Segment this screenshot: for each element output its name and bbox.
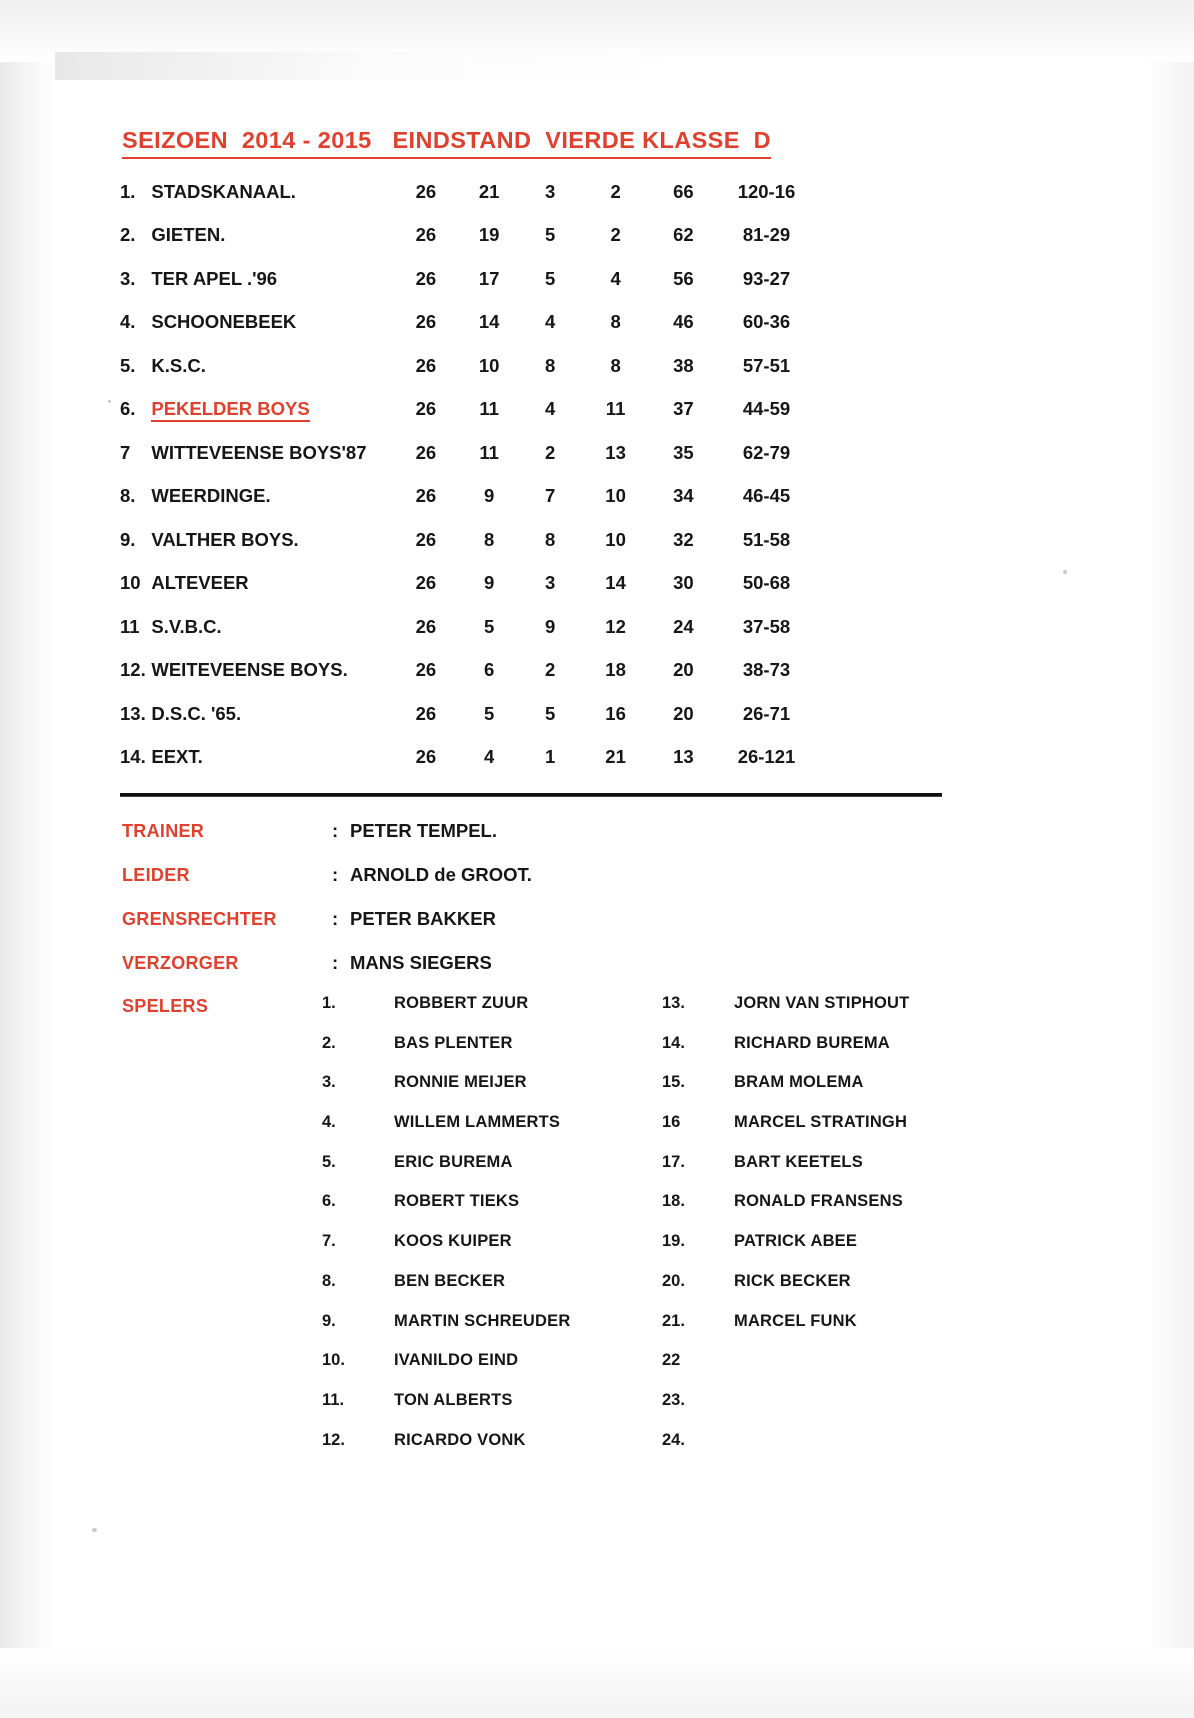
table-row (118, 605, 818, 649)
player-number: 6. (322, 1192, 336, 1211)
list-item (322, 1113, 1082, 1153)
staff-colon: : (332, 952, 339, 973)
list-item (322, 1192, 1082, 1232)
cell-goals: 81-29 (742, 224, 791, 246)
cell-drawn: 8 (544, 528, 556, 550)
staff-colon: : (332, 820, 339, 841)
cell-drawn: 2 (544, 441, 556, 463)
player-name: IVANILDO EIND (394, 1351, 519, 1370)
player-entry-left (322, 1272, 662, 1291)
player-number: 14. (662, 1033, 685, 1052)
list-item (322, 1073, 1082, 1113)
cell-drawn: 5 (544, 267, 556, 289)
player-name: RONNIE MEIJER (394, 1073, 527, 1092)
cell-team (151, 562, 394, 606)
staff-label: VERZORGER (122, 953, 239, 973)
player-number: 7. (322, 1232, 336, 1251)
cell-position: 5. (120, 354, 136, 376)
cell-lost: 8 (610, 354, 621, 376)
cell-played: 26 (415, 311, 437, 333)
cell-played: 26 (415, 572, 437, 594)
team-name: D.S.C. '65. (151, 702, 242, 724)
cell-drawn: 3 (544, 180, 556, 202)
cell-played: 26 (415, 615, 437, 637)
team-name: WEITEVEENSE BOYS. (151, 659, 348, 681)
cell-won: 9 (484, 485, 495, 507)
cell-team (151, 692, 394, 736)
team-name: GIETEN. (151, 224, 226, 246)
staff-colon: : (332, 864, 339, 885)
cell-lost: 16 (605, 702, 626, 724)
table-row (118, 170, 818, 214)
cell-won: 21 (478, 180, 500, 202)
player-name: RICK BECKER (734, 1271, 851, 1290)
staff-value: PETER BAKKER (350, 908, 496, 929)
player-name: TON ALBERTS (394, 1390, 513, 1409)
player-name: BEN BECKER (394, 1271, 506, 1290)
cell-lost: 12 (605, 615, 626, 637)
cell-team (151, 344, 394, 388)
player-number: 20. (662, 1271, 685, 1290)
cell-lost: 10 (605, 485, 626, 507)
player-entry-right (662, 1272, 1002, 1291)
cell-won: 11 (479, 398, 499, 420)
players-section-label: SPELERS (122, 996, 209, 1016)
cell-drawn: 5 (544, 224, 556, 246)
player-entry-right (662, 1034, 1002, 1053)
player-entry-right (662, 1192, 1002, 1211)
table-row (118, 475, 818, 519)
cell-played: 26 (415, 746, 437, 768)
cell-played: 26 (415, 180, 437, 202)
cell-lost: 10 (605, 528, 626, 550)
cell-lost: 8 (610, 311, 621, 333)
team-name: VALTHER BOYS. (151, 528, 299, 550)
cell-drawn: 5 (544, 702, 556, 724)
cell-played: 26 (415, 702, 437, 724)
player-number: 21. (662, 1311, 685, 1330)
cell-team (151, 257, 394, 301)
team-name: WITTEVEENSE BOYS'87 (151, 441, 367, 463)
cell-won: 10 (478, 354, 500, 376)
cell-points: 56 (673, 267, 694, 289)
cell-drawn: 2 (544, 659, 556, 681)
player-name: PATRICK ABEE (734, 1232, 858, 1251)
player-name: ERIC BUREMA (394, 1152, 513, 1171)
cell-played: 26 (415, 224, 437, 246)
staff-colon: : (332, 908, 339, 929)
player-number: 10. (322, 1351, 345, 1370)
cell-points: 46 (673, 311, 694, 333)
table-row (118, 214, 818, 258)
team-name: ALTEVEER (151, 572, 249, 594)
cell-points: 32 (673, 528, 694, 550)
player-name: RONALD FRANSENS (734, 1192, 903, 1211)
cell-team (151, 475, 394, 519)
team-name: PEKELDER BOYS (151, 398, 309, 422)
cell-lost: 14 (605, 572, 626, 594)
player-number: 13. (662, 994, 685, 1012)
cell-position: 7 (120, 441, 131, 463)
cell-goals: 51-58 (742, 528, 791, 550)
cell-position: 3. (120, 267, 136, 289)
staff-section (122, 820, 822, 996)
cell-team (151, 518, 394, 562)
player-number: 12. (322, 1430, 345, 1449)
cell-team (151, 214, 394, 258)
cell-goals: 44-59 (742, 398, 791, 420)
player-number: 22 (662, 1351, 681, 1370)
cell-points: 35 (673, 441, 694, 463)
table-row (118, 736, 818, 780)
cell-position: 8. (120, 485, 136, 507)
cell-position: 1. (120, 180, 136, 202)
player-number: 19. (662, 1232, 685, 1251)
cell-lost: 18 (605, 659, 626, 681)
player-entry-left (322, 1391, 662, 1410)
table-row (118, 344, 818, 388)
player-name: ROBBERT ZUUR (394, 994, 529, 1012)
section-divider (120, 793, 942, 797)
cell-position: 6. (120, 398, 136, 420)
table-row (118, 301, 818, 345)
staff-value: ARNOLD de GROOT. (350, 864, 532, 885)
cell-goals: 60-36 (742, 311, 791, 333)
list-item (322, 1431, 1082, 1471)
cell-won: 5 (484, 702, 495, 724)
cell-drawn: 1 (544, 746, 556, 768)
cell-points: 30 (673, 572, 694, 594)
staff-label: TRAINER (122, 821, 205, 841)
player-entry-right (662, 1431, 1002, 1450)
player-name: MARCEL FUNK (734, 1311, 857, 1330)
cell-points: 34 (673, 485, 694, 507)
player-name: JORN VAN STIPHOUT (734, 994, 910, 1012)
player-entry-left (322, 1192, 662, 1211)
cell-lost: 11 (605, 398, 626, 420)
player-entry-right (662, 1153, 1002, 1172)
cell-goals: 120-16 (737, 180, 796, 202)
player-number: 2. (322, 1033, 336, 1052)
cell-team (151, 736, 394, 780)
cell-position: 14. (120, 746, 146, 768)
cell-position: 4. (120, 311, 136, 333)
staff-row (122, 820, 822, 864)
players-list (322, 994, 1082, 1470)
staff-value: PETER TEMPEL. (350, 820, 497, 841)
player-number: 4. (322, 1113, 336, 1132)
cell-won: 11 (479, 441, 499, 463)
player-name: BAS PLENTER (394, 1033, 513, 1052)
cell-won: 5 (484, 615, 495, 637)
team-name: WEERDINGE. (151, 485, 271, 507)
cell-team (151, 301, 394, 345)
cell-goals: 93-27 (742, 267, 791, 289)
list-item (322, 1272, 1082, 1312)
cell-won: 8 (484, 528, 495, 550)
cell-team (151, 388, 394, 432)
table-row (118, 431, 818, 475)
player-number: 17. (662, 1152, 685, 1171)
player-number: 8. (322, 1271, 336, 1290)
player-entry-right (662, 1312, 1002, 1331)
cell-points: 66 (673, 180, 694, 202)
player-number: 18. (662, 1192, 685, 1211)
team-name: S.V.B.C. (151, 615, 222, 637)
staff-row (122, 864, 822, 908)
player-entry-right (662, 1232, 1002, 1251)
player-entry-right (662, 1351, 1002, 1370)
player-entry-left (322, 1351, 662, 1370)
player-name: WILLEM LAMMERTS (394, 1113, 561, 1132)
player-name: KOOS KUIPER (394, 1232, 512, 1251)
list-item (322, 1351, 1082, 1391)
staff-row (122, 908, 822, 952)
cell-goals: 50-68 (742, 572, 791, 594)
player-name: BART KEETELS (734, 1152, 863, 1171)
cell-lost: 4 (610, 267, 621, 289)
cell-goals: 46-45 (742, 485, 791, 507)
cell-position: 12. (120, 659, 146, 681)
staff-label: GRENSRECHTER (122, 909, 277, 929)
cell-points: 24 (673, 615, 694, 637)
list-item (322, 1232, 1082, 1272)
team-name: EEXT. (151, 746, 203, 768)
cell-played: 26 (415, 354, 437, 376)
cell-won: 14 (478, 311, 500, 333)
cell-lost: 2 (610, 224, 621, 246)
standings-table-body (118, 170, 818, 779)
team-name: SCHOONEBEEK (151, 311, 297, 333)
table-row (118, 692, 818, 736)
cell-played: 26 (415, 441, 437, 463)
player-entry-left (322, 1312, 662, 1331)
player-number: 5. (322, 1152, 336, 1171)
player-number: 24. (662, 1430, 685, 1449)
player-number: 23. (662, 1390, 685, 1409)
list-item (322, 1312, 1082, 1352)
cell-drawn: 3 (544, 572, 556, 594)
player-entry-right (662, 1391, 1002, 1410)
page-title: SEIZOEN 2014 - 2015 EINDSTAND VIERDE KLASSE D (122, 128, 771, 159)
cell-played: 26 (415, 267, 437, 289)
cell-played: 26 (415, 659, 437, 681)
cell-goals: 26-121 (737, 746, 796, 768)
cell-team (151, 649, 394, 693)
table-row (118, 388, 818, 432)
list-item (322, 1034, 1082, 1074)
team-name: K.S.C. (151, 354, 206, 376)
cell-drawn: 4 (544, 311, 556, 333)
cell-won: 19 (478, 224, 500, 246)
cell-drawn: 9 (544, 615, 556, 637)
cell-goals: 57-51 (742, 354, 791, 376)
staff-label: LEIDER (122, 865, 190, 885)
cell-position: 10 (120, 572, 141, 594)
cell-team (151, 170, 394, 214)
player-name: MARCEL STRATINGH (734, 1113, 908, 1132)
list-item (322, 994, 1082, 1034)
player-name: BRAM MOLEMA (734, 1073, 864, 1092)
player-entry-left (322, 1232, 662, 1251)
player-entry-left (322, 1113, 662, 1132)
player-entry-left (322, 994, 662, 1013)
team-name: TER APEL .'96 (151, 267, 278, 289)
cell-points: 20 (673, 659, 694, 681)
player-name: RICHARD BUREMA (734, 1033, 890, 1052)
cell-position: 9. (120, 528, 136, 550)
player-number: 3. (322, 1073, 336, 1092)
cell-team (151, 605, 394, 649)
cell-played: 26 (415, 398, 437, 420)
player-number: 15. (662, 1073, 685, 1092)
cell-drawn: 7 (544, 485, 556, 507)
list-item (322, 1153, 1082, 1193)
cell-drawn: 4 (544, 398, 556, 420)
player-number: 1. (322, 994, 336, 1012)
cell-lost: 21 (605, 746, 626, 768)
player-entry-right (662, 1113, 1002, 1132)
cell-goals: 37-58 (742, 615, 791, 637)
player-entry-left (322, 1431, 662, 1450)
cell-position: 11 (120, 615, 140, 637)
cell-won: 6 (484, 659, 495, 681)
player-entry-left (322, 1153, 662, 1172)
player-entry-left (322, 1034, 662, 1053)
cell-points: 13 (673, 746, 694, 768)
cell-goals: 38-73 (742, 659, 791, 681)
cell-goals: 26-71 (742, 702, 791, 724)
cell-points: 38 (673, 354, 694, 376)
table-row (118, 257, 818, 301)
cell-position: 13. (120, 702, 146, 724)
cell-lost: 2 (610, 180, 621, 202)
cell-points: 62 (673, 224, 694, 246)
cell-points: 37 (673, 398, 694, 420)
list-item (322, 1391, 1082, 1431)
team-name: STADSKANAAL. (151, 180, 296, 202)
player-name: MARTIN SCHREUDER (394, 1311, 571, 1330)
player-entry-left (322, 1073, 662, 1092)
staff-value: MANS SIEGERS (350, 952, 492, 973)
cell-played: 26 (415, 528, 437, 550)
cell-lost: 13 (605, 441, 626, 463)
cell-won: 17 (478, 267, 500, 289)
table-row (118, 649, 818, 693)
player-number: 9. (322, 1311, 336, 1330)
player-number: 16 (662, 1113, 681, 1132)
cell-drawn: 8 (544, 354, 556, 376)
cell-points: 20 (673, 702, 694, 724)
table-row (118, 518, 818, 562)
cell-team (151, 431, 394, 475)
cell-position: 2. (120, 224, 136, 246)
standings-table (118, 170, 818, 779)
player-entry-right (662, 994, 1002, 1013)
player-name: RICARDO VONK (394, 1430, 526, 1449)
player-name: ROBERT TIEKS (394, 1192, 520, 1211)
staff-row (122, 952, 822, 996)
cell-won: 9 (484, 572, 495, 594)
player-number: 11. (322, 1390, 345, 1409)
table-row (118, 562, 818, 606)
player-entry-right (662, 1073, 1002, 1092)
cell-goals: 62-79 (742, 441, 791, 463)
cell-won: 4 (484, 746, 495, 768)
cell-played: 26 (415, 485, 437, 507)
